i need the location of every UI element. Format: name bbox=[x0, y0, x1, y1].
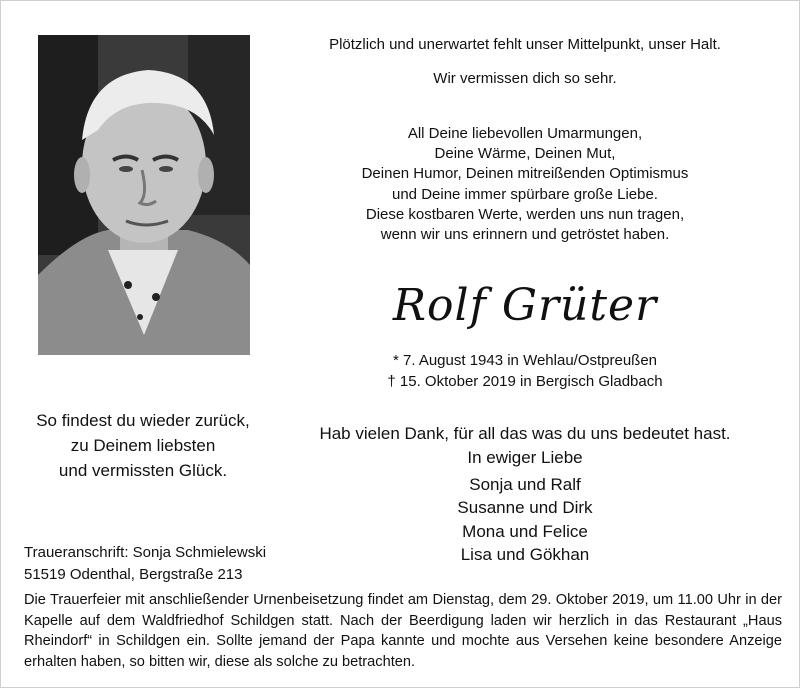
deceased-name: Rolf Grüter bbox=[392, 280, 658, 331]
poem-line: All Deine liebevollen Umarmungen, bbox=[407, 125, 643, 142]
verse-line: So findest du wieder zurück, bbox=[36, 411, 250, 430]
poem-line: Deine Wärme, Deinen Mut, bbox=[434, 145, 616, 163]
address-line: 51519 Odenthal, Bergstraße 213 bbox=[24, 565, 243, 583]
family-member: Susanne und Dirk bbox=[457, 498, 593, 518]
family-member: Sonja und Ralf bbox=[469, 475, 581, 494]
poem-line: Diese kostbaren Werte, werden uns nun tragen, bbox=[365, 205, 685, 223]
family-member: Lisa und Gökhan bbox=[460, 544, 590, 564]
poem-line: Deinen Humor, Deinen mitreißenden Optimismus bbox=[361, 165, 689, 183]
life-dates bbox=[290, 350, 760, 392]
thanks bbox=[290, 422, 760, 470]
poem-line: und Deine immer spürbare große Liebe. bbox=[392, 185, 658, 203]
birth-date: * 7. August 1943 in Wehlau/Ostpreußen bbox=[392, 352, 658, 369]
farewell-line: In ewiger Liebe bbox=[467, 448, 583, 467]
poem bbox=[290, 124, 760, 245]
ceremony-info: Die Trauerfeier mit anschließender Urnenbeisetzung findet am Dienstag, dem 29. Oktober 2019, um 11.00 Uhr in der Kapelle auf dem Waldfriedhof Schildgen statt. Nach der Beerdigung laden wir herzlich in das Restaurant „Haus Rheindorf“ in Schildgen ein. Sollte jemand der Papa kannte und mochte aus Versehen keine besondere Anzeige erhalten haben, so bitten wir, diese als solche zu betrachten. bbox=[24, 592, 782, 670]
poem-line: wenn wir uns erinnern und getröstet haben. bbox=[380, 226, 670, 244]
mourning-address bbox=[24, 542, 266, 585]
family-member: Mona und Felice bbox=[462, 521, 588, 541]
left-verse bbox=[28, 408, 258, 483]
family-list bbox=[290, 473, 760, 566]
intro-line-1: Plötzlich und unerwartet fehlt unser Mittelpunkt, unser Halt. bbox=[329, 36, 721, 53]
thanks-line: Hab vielen Dank, für all das was du uns bedeutet hast. bbox=[319, 424, 731, 443]
verse-line: und vermissten Glück. bbox=[58, 461, 228, 480]
intro-line-2: Wir vermissen dich so sehr. bbox=[433, 70, 617, 87]
portrait-photo bbox=[38, 35, 250, 355]
verse-line: zu Deinem liebsten bbox=[70, 436, 216, 455]
death-date: † 15. Oktober 2019 in Bergisch Gladbach bbox=[387, 373, 663, 390]
address-line: Traueranschrift: Sonja Schmielewski bbox=[24, 544, 267, 561]
